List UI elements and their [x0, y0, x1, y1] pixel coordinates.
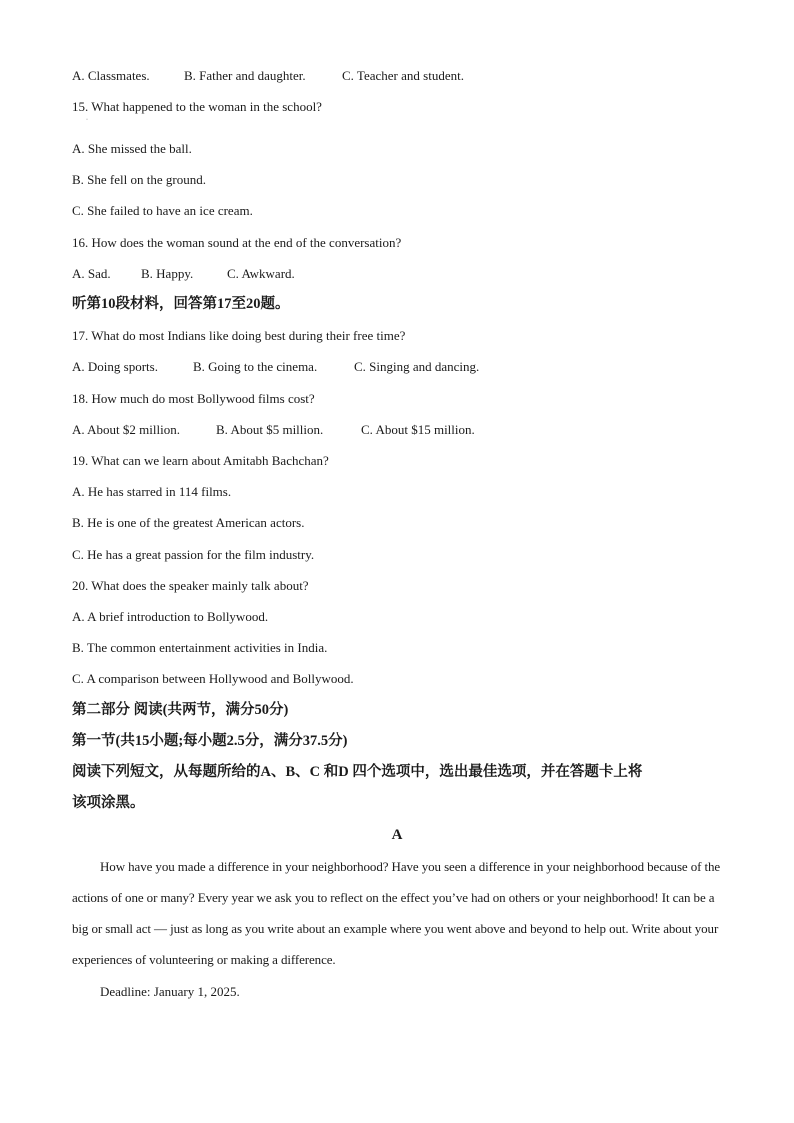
- q15-option-c: C. She failed to have an ice cream.: [72, 203, 253, 218]
- q16-question: 16. How does the woman sound at the end of the conversation?: [72, 235, 402, 250]
- q17-options: [72, 359, 722, 375]
- q14-options: [72, 68, 722, 84]
- deadline-line: Deadline: January 1, 2025.: [100, 984, 240, 999]
- q17-question: 17. What do most Indians like doing best during their free time?: [72, 328, 406, 343]
- q19-option-b: B. He is one of the greatest American actors.: [72, 515, 305, 530]
- q15-option-b: B. She fell on the ground.: [72, 172, 206, 187]
- q19-option-a: A. He has starred in 114 films.: [72, 484, 232, 499]
- q15-option-a: A. She missed the ball.: [72, 141, 192, 156]
- section-one-heading: 第一节(共15小题;每小题2.5分，满分37.5分): [72, 733, 348, 749]
- q14-option-a: A. Classmates.: [72, 68, 150, 83]
- q16-option-b: B. Happy.: [141, 266, 194, 281]
- passage-paragraph: How have you made a difference in your neighborhood? Have you seen a difference in your neighborhood because of the actions of one or many? Every year we ask you to reflect on the effect you’ve had on others or your neighborhood! It can be a big or small act — just as long as you write about an example where you went above and beyond to help out. Write about your experiences of volunteering or making a difference.: [72, 859, 721, 967]
- q17-option-b: B. Going to the cinema.: [193, 359, 318, 374]
- q16-options: [72, 266, 722, 282]
- q20-option-c: C. A comparison between Hollywood and Bollywood.: [72, 671, 354, 686]
- instruction-line-2: 该项涂黑。: [72, 795, 145, 811]
- q18-option-c: C. About $15 million.: [361, 422, 475, 437]
- q14-option-b: B. Father and daughter.: [184, 68, 306, 83]
- q16-option-c: C. Awkward.: [227, 266, 295, 281]
- q20-option-b: B. The common entertainment activities in India.: [72, 640, 328, 655]
- instruction-line-1: 阅读下列短文，从每题所给的A、B、C 和D 四个选项中，选出最佳选项，并在答题卡上将: [72, 764, 643, 780]
- q18-question: 18. How much do most Bollywood films cost?: [72, 391, 315, 406]
- part-two-heading: 第二部分 阅读(共两节，满分50分): [72, 702, 289, 718]
- q14-option-c: C. Teacher and student.: [342, 68, 464, 83]
- passage-label: A: [391, 827, 403, 843]
- q15-question: 15. What happened to the woman in the school?: [72, 99, 322, 114]
- q18-option-b: B. About $5 million.: [216, 422, 324, 437]
- q20-option-a: A. A brief introduction to Bollywood.: [72, 609, 269, 624]
- q18-option-a: A. About $2 million.: [72, 422, 180, 437]
- q18-options: [72, 422, 722, 438]
- q17-option-c: C. Singing and dancing.: [354, 359, 480, 374]
- q19-question: 19. What can we learn about Amitabh Bachchan?: [72, 453, 329, 468]
- q19-option-c: C. He has a great passion for the film industry.: [72, 547, 315, 562]
- q16-option-a: A. Sad.: [72, 266, 111, 281]
- stray-dot: ·: [86, 117, 88, 123]
- section-10-heading: 听第10段材料，回答第17至20题。: [72, 296, 290, 312]
- q17-option-a: A. Doing sports.: [72, 359, 158, 374]
- q20-question: 20. What does the speaker mainly talk about?: [72, 578, 309, 593]
